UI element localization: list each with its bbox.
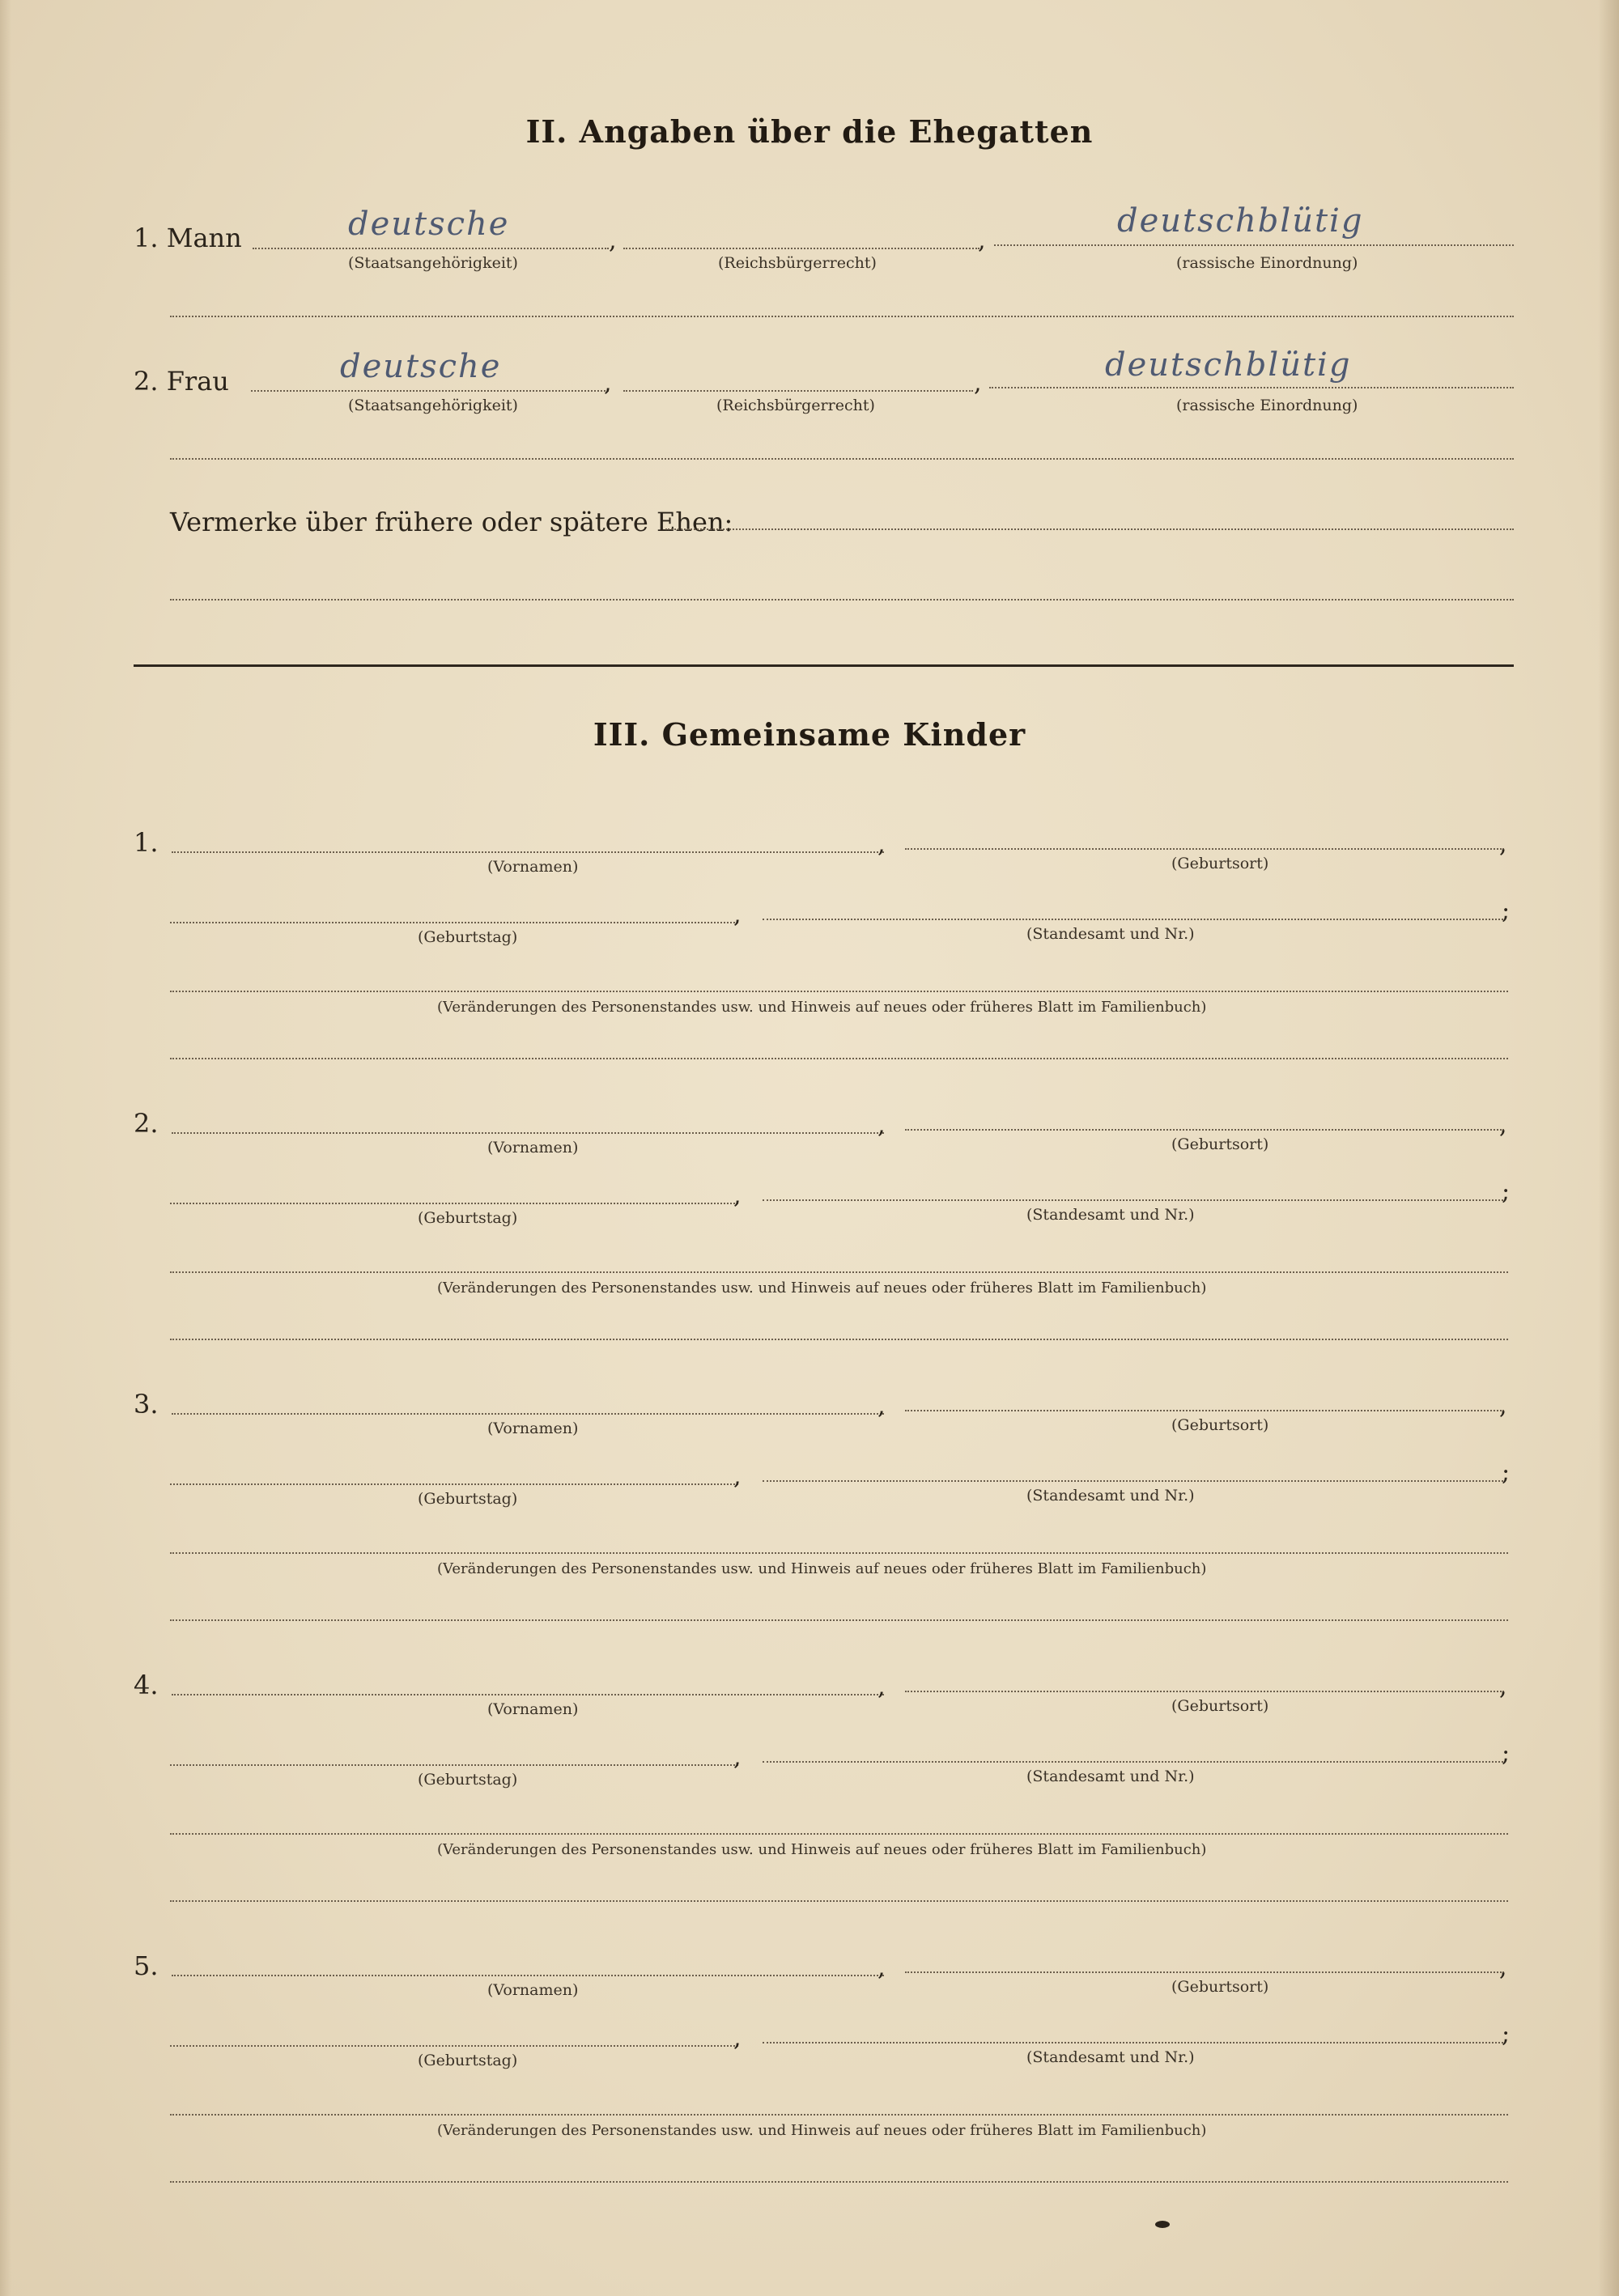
child-standesamt-line[interactable]: [763, 1480, 1503, 1482]
caption-rassische-einordnung: (rassische Einordnung): [1176, 397, 1358, 414]
caption-vornamen: (Vornamen): [487, 858, 579, 876]
child-extra-line[interactable]: [170, 2181, 1508, 2183]
child-geburtsort-line[interactable]: [905, 1410, 1504, 1411]
page-edge-right: [1598, 0, 1619, 2296]
caption-vornamen: (Vornamen): [487, 1420, 579, 1437]
caption-standesamt: (Standesamt und Nr.): [1026, 1487, 1195, 1504]
section-divider: [134, 664, 1514, 667]
caption-geburtsort: (Geburtsort): [1171, 1697, 1269, 1715]
comma: ,: [609, 227, 617, 255]
caption-geburtstag: (Geburtstag): [418, 2052, 518, 2069]
comma: ,: [1499, 1673, 1507, 1701]
child-geburtstag-line[interactable]: [170, 1764, 738, 1766]
caption-geburtsort: (Geburtsort): [1171, 1416, 1269, 1434]
semicolon: ;: [1502, 1178, 1511, 1206]
ink-spot: [1155, 2221, 1170, 2228]
comma: ,: [974, 369, 982, 397]
semicolon: ;: [1502, 897, 1511, 925]
child-vornamen-line[interactable]: [172, 1413, 884, 1415]
comma: ,: [1499, 1954, 1507, 1982]
caption-vornamen: (Vornamen): [487, 1700, 579, 1718]
caption-geburtstag: (Geburtstag): [418, 1490, 518, 1508]
caption-reichsbuergerrecht: (Reichsbürgerrecht): [718, 254, 877, 272]
child-standesamt-line[interactable]: [763, 919, 1503, 920]
caption-standesamt: (Standesamt und Nr.): [1026, 1206, 1195, 1224]
caption-geburtstag: (Geburtstag): [418, 1771, 518, 1789]
caption-geburtstag: (Geburtstag): [418, 1209, 518, 1227]
section-3-title: III. Gemeinsame Kinder: [593, 716, 1026, 753]
child-extra-line[interactable]: [170, 1619, 1508, 1621]
comma: ,: [733, 1462, 742, 1491]
husband-citizenship-line[interactable]: [253, 248, 609, 249]
child-extra-line[interactable]: [170, 1058, 1508, 1059]
comma: ,: [877, 1111, 886, 1140]
child-standesamt-line[interactable]: [763, 1199, 1503, 1201]
caption-standesamt: (Standesamt und Nr.): [1026, 1768, 1195, 1785]
wife-reich-citizenship-line[interactable]: [623, 390, 973, 392]
child-geburtsort-line[interactable]: [905, 848, 1504, 850]
child-geburtsort-line[interactable]: [905, 1971, 1504, 1973]
caption-geburtsort: (Geburtsort): [1171, 1978, 1269, 1996]
page-edge-left: [0, 0, 11, 2296]
semicolon: ;: [1502, 1458, 1511, 1487]
comma: ,: [733, 901, 742, 929]
comma: ,: [1499, 830, 1507, 859]
child-vornamen-line[interactable]: [172, 1694, 884, 1695]
caption-staatsangehoerigkeit: (Staatsangehörigkeit): [348, 397, 518, 414]
caption-veraenderungen: (Veränderungen des Personenstandes usw. und Hinweis auf neues oder früheres Blatt im Familienbuch): [437, 1280, 1207, 1297]
child-geburtsort-line[interactable]: [905, 1691, 1504, 1692]
child-geburtstag-line[interactable]: [170, 2045, 738, 2047]
caption-staatsangehoerigkeit: (Staatsangehörigkeit): [348, 254, 518, 272]
child-veraenderungen-line[interactable]: [170, 991, 1508, 992]
child-number: 1.: [134, 827, 159, 858]
vermerke-line-1[interactable]: [665, 528, 1514, 530]
caption-geburtsort: (Geburtsort): [1171, 1135, 1269, 1153]
comma: ,: [733, 2024, 742, 2052]
caption-veraenderungen: (Veränderungen des Personenstandes usw. und Hinweis auf neues oder früheres Blatt im Familienbuch): [437, 2122, 1207, 2139]
comma: ,: [1499, 1392, 1507, 1420]
husband-extra-line[interactable]: [170, 316, 1514, 317]
caption-veraenderungen: (Veränderungen des Personenstandes usw. und Hinweis auf neues oder früheres Blatt im Familienbuch): [437, 999, 1207, 1016]
caption-geburtstag: (Geburtstag): [418, 928, 518, 946]
child-extra-line[interactable]: [170, 1339, 1508, 1340]
vermerke-line-2[interactable]: [170, 599, 1514, 601]
comma: ,: [604, 369, 612, 397]
child-vornamen-line[interactable]: [172, 1132, 884, 1134]
comma: ,: [877, 1392, 886, 1420]
child-geburtstag-line[interactable]: [170, 1203, 738, 1204]
child-number: 3.: [134, 1389, 159, 1420]
caption-rassische-einordnung: (rassische Einordnung): [1176, 254, 1358, 272]
vermerke-label: Vermerke über frühere oder spätere Ehen:: [170, 507, 733, 537]
child-number: 5.: [134, 1950, 159, 1981]
comma: ,: [1499, 1111, 1507, 1140]
child-extra-line[interactable]: [170, 1900, 1508, 1902]
child-number: 4.: [134, 1670, 159, 1700]
caption-veraenderungen: (Veränderungen des Personenstandes usw. und Hinweis auf neues oder früheres Blatt im Familienbuch): [437, 1841, 1207, 1858]
wife-label: 2. Frau: [134, 366, 229, 397]
husband-label: 1. Mann: [134, 223, 242, 253]
child-veraenderungen-line[interactable]: [170, 2114, 1508, 2116]
wife-racial-line[interactable]: [989, 387, 1514, 388]
child-veraenderungen-line[interactable]: [170, 1552, 1508, 1554]
wife-racial-value: deutschblütig: [1105, 346, 1352, 384]
caption-standesamt: (Standesamt und Nr.): [1026, 2048, 1195, 2066]
wife-extra-line[interactable]: [170, 458, 1514, 460]
comma: ,: [877, 830, 886, 859]
comma: ,: [978, 227, 986, 255]
caption-standesamt: (Standesamt und Nr.): [1026, 925, 1195, 943]
caption-vornamen: (Vornamen): [487, 1139, 579, 1156]
wife-citizenship-line[interactable]: [251, 390, 609, 392]
caption-veraenderungen: (Veränderungen des Personenstandes usw. und Hinweis auf neues oder früheres Blatt im Familienbuch): [437, 1560, 1207, 1577]
semicolon: ;: [1502, 1739, 1511, 1768]
husband-racial-line[interactable]: [994, 244, 1514, 246]
child-geburtstag-line[interactable]: [170, 922, 738, 923]
husband-racial-value: deutschblütig: [1117, 202, 1364, 240]
husband-citizenship-value: deutsche: [348, 206, 510, 243]
child-veraenderungen-line[interactable]: [170, 1833, 1508, 1835]
child-standesamt-line[interactable]: [763, 1761, 1503, 1763]
caption-vornamen: (Vornamen): [487, 1981, 579, 1999]
husband-reich-citizenship-line[interactable]: [623, 248, 979, 249]
wife-citizenship-value: deutsche: [340, 348, 502, 385]
comma: ,: [877, 1673, 886, 1701]
comma: ,: [733, 1182, 742, 1210]
child-vornamen-line[interactable]: [172, 851, 884, 853]
child-geburtstag-line[interactable]: [170, 1483, 738, 1485]
caption-geburtsort: (Geburtsort): [1171, 855, 1269, 872]
child-number: 2.: [134, 1108, 159, 1139]
child-vornamen-line[interactable]: [172, 1975, 884, 1976]
semicolon: ;: [1502, 2020, 1511, 2048]
section-2-title: II. Angaben über die Ehegatten: [525, 113, 1094, 150]
child-standesamt-line[interactable]: [763, 2042, 1503, 2043]
comma: ,: [877, 1954, 886, 1982]
caption-reichsbuergerrecht: (Reichsbürgerrecht): [716, 397, 875, 414]
child-veraenderungen-line[interactable]: [170, 1271, 1508, 1273]
child-geburtsort-line[interactable]: [905, 1129, 1504, 1131]
comma: ,: [733, 1743, 742, 1772]
